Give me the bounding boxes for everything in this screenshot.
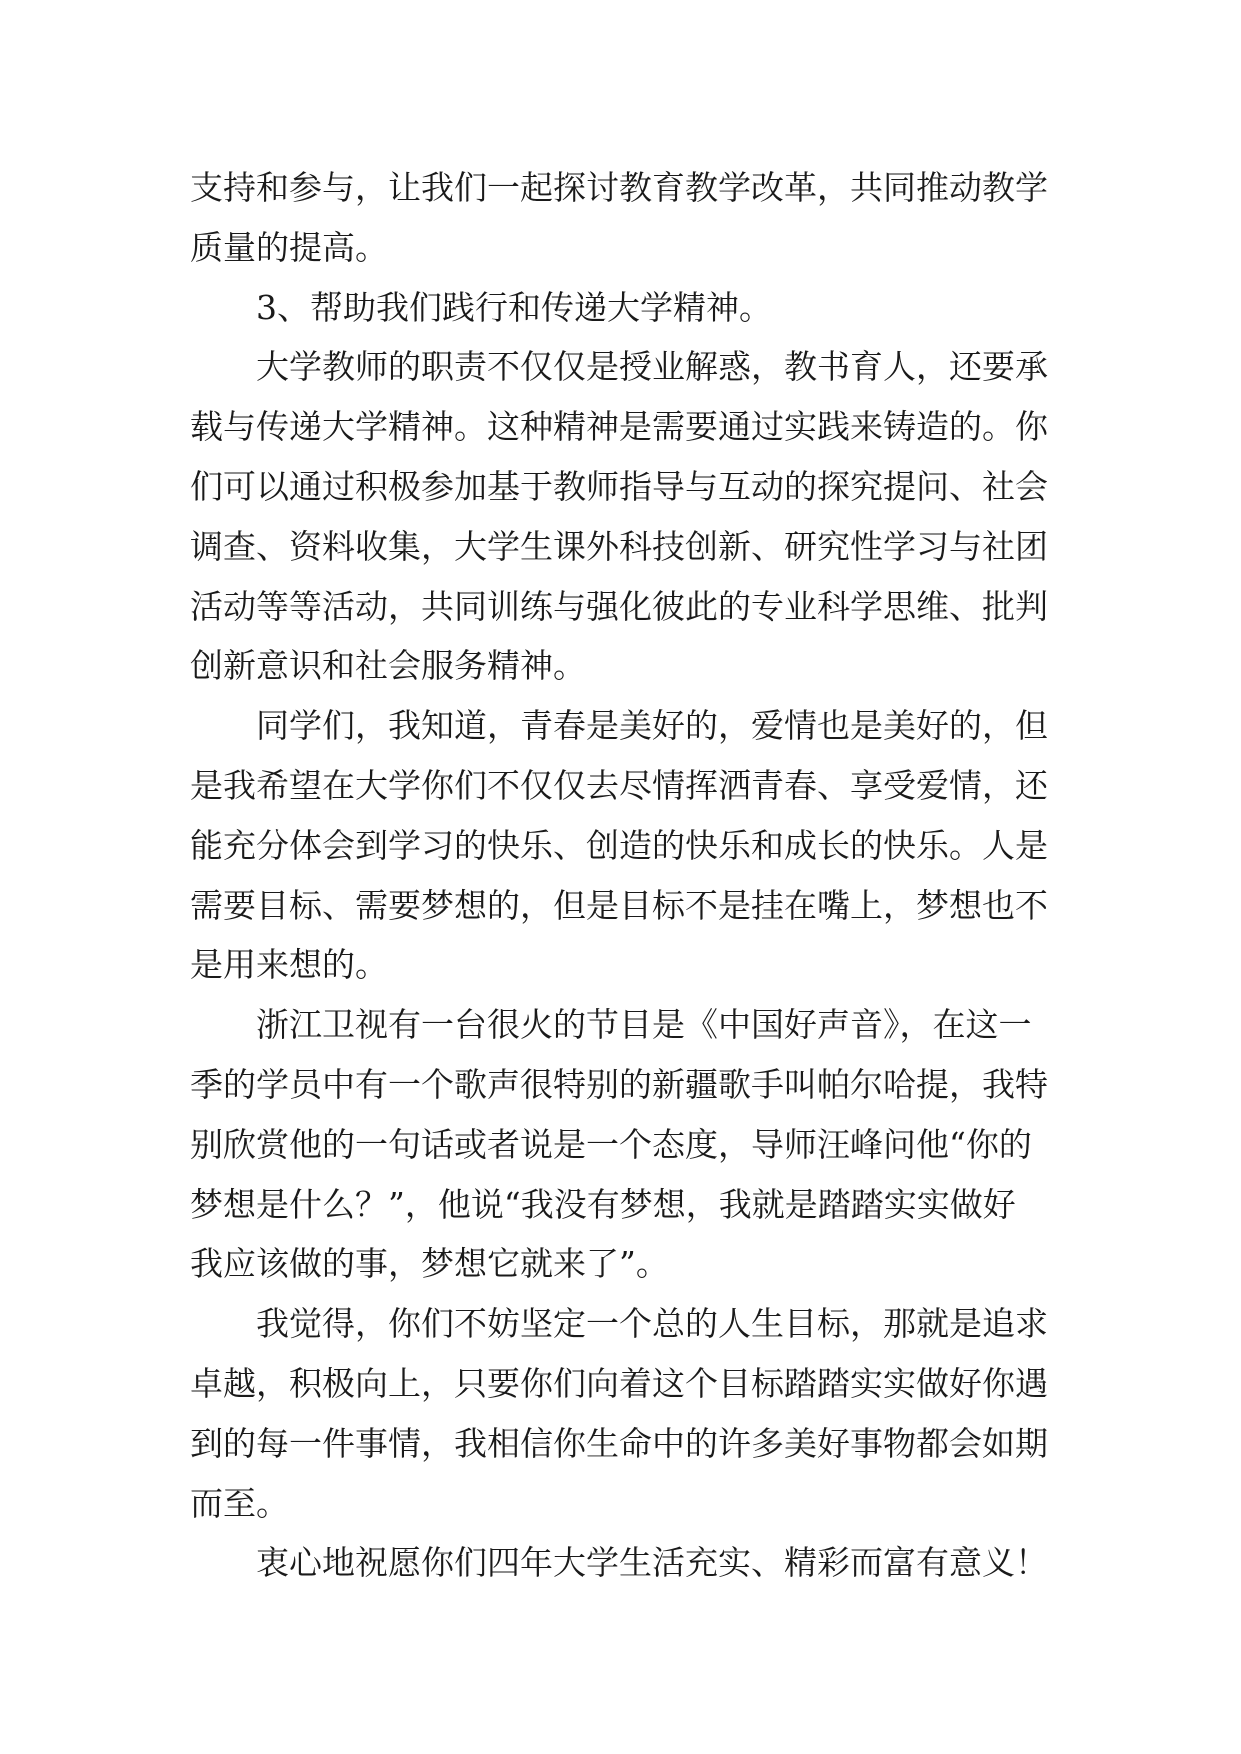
text-line: 能充分体会到学习的快乐、创造的快乐和成长的快乐。人是	[190, 825, 1048, 865]
text-line: 我应该做的事，梦想它就来了”。	[190, 1244, 669, 1284]
text-line: 季的学员中有一个歌声很特别的新疆歌手叫帕尔哈提，我特	[190, 1064, 1048, 1104]
text-line: 大学教师的职责不仅仅是授业解惑，教书育人，还要承	[256, 347, 1048, 387]
text-line: 浙江卫视有一台很火的节目是《中国好声音》，在这一	[256, 1005, 1032, 1045]
text-line: 3、帮助我们践行和传递大学精神。	[256, 287, 772, 327]
document-body	[190, 158, 1070, 1593]
text-line: 质量的提高。	[190, 227, 388, 267]
text-line: 是用来想的。	[190, 945, 388, 985]
text-line: 活动等等活动，共同训练与强化彼此的专业科学思维、批判	[190, 586, 1048, 626]
text-line: 是我希望在大学你们不仅仅去尽情挥洒青春、享受爱情，还	[190, 765, 1048, 805]
text-line: 需要目标、需要梦想的，但是目标不是挂在嘴上，梦想也不	[190, 885, 1048, 925]
text-line: 到的每一件事情，我相信你生命中的许多美好事物都会如期	[190, 1423, 1048, 1463]
text-line: 同学们，我知道，青春是美好的，爱情也是美好的，但	[256, 706, 1048, 746]
text-line: 而至。	[190, 1483, 289, 1523]
text-line: 支持和参与，让我们一起探讨教育教学改革，共同推动教学	[190, 168, 1048, 207]
text-line: 衷心地祝愿你们四年大学生活充实、精彩而富有意义！	[256, 1543, 1048, 1583]
text-line: 卓越，积极向上，只要你们向着这个目标踏踏实实做好你遇	[190, 1363, 1048, 1403]
text-line: 调查、资料收集，大学生课外科技创新、研究性学习与社团	[190, 526, 1048, 566]
text-line: 们可以通过积极参加基于教师指导与互动的探究提问、社会	[190, 466, 1048, 506]
text-line: 梦想是什么？”，他说“我没有梦想，我就是踏踏实实做好	[190, 1184, 1016, 1224]
text-line: 我觉得，你们不妨坚定一个总的人生目标，那就是追求	[256, 1304, 1048, 1344]
text-line: 创新意识和社会服务精神。	[190, 646, 586, 686]
text-line: 别欣赏他的一句话或者说是一个态度，导师汪峰问他“你的	[190, 1124, 1032, 1164]
text-line: 载与传递大学精神。这种精神是需要通过实践来铸造的。你	[190, 407, 1048, 447]
